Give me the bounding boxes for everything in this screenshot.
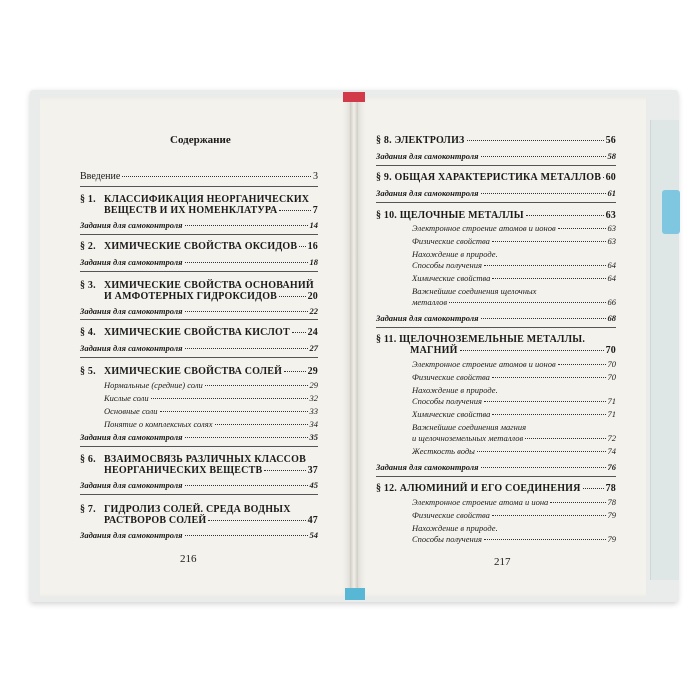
entry-page: 27	[309, 343, 318, 353]
toc-entry-tasks2[interactable]	[80, 257, 318, 268]
entry-title: Электронное строение атомов и ионов	[412, 359, 556, 369]
divider	[376, 327, 616, 328]
divider	[80, 271, 318, 272]
toc-entry-s12[interactable]	[376, 483, 616, 494]
entry-page: 64	[607, 260, 616, 270]
entry-title: Задания для самоконтроля	[80, 306, 183, 316]
section-title[interactable]: ВЗАИМОСВЯЗЬ РАЗЛИЧНЫХ КЛАССОВ	[104, 454, 306, 465]
entry-page: 63	[607, 236, 616, 246]
entry-title: Нормальные (средние) соли	[104, 380, 203, 390]
section-title[interactable]: § 11. ЩЕЛОЧНОЗЕМЕЛЬНЫЕ МЕТАЛЛЫ.	[376, 334, 586, 345]
page-number-left: 216	[180, 553, 197, 565]
entry-page: 14	[309, 220, 318, 230]
entry-page: 76	[607, 462, 616, 472]
toc-subentry[interactable]	[104, 380, 318, 391]
entry-title: Задания для самоконтроля	[376, 151, 479, 161]
entry-page: 78	[607, 497, 616, 507]
entry-title: Задания для самоконтроля	[376, 462, 479, 472]
entry-title: и щелочноземельных металлов	[412, 433, 524, 443]
entry-page: 64	[607, 273, 616, 283]
entry-page: 72	[607, 433, 616, 443]
toc-entry-tasks8[interactable]	[376, 151, 616, 162]
toc-entry-s10[interactable]	[376, 210, 616, 221]
entry-title: Задания для самоконтроля	[376, 313, 479, 323]
entry-page: 3	[313, 171, 318, 182]
entry-title: Жесткость воды	[412, 446, 475, 456]
entry-title: Задания для самоконтроля	[80, 480, 183, 490]
entry-title: Электронное строение атомов и ионов	[412, 223, 556, 233]
entry-title: Способы получения	[412, 534, 482, 544]
section-number: § 7.	[80, 504, 96, 515]
toc-subentry[interactable]	[412, 433, 616, 444]
toc-entry-s9[interactable]	[376, 172, 616, 183]
entry-title: Основные соли	[104, 406, 158, 416]
entry-title: ХИМИЧЕСКИЕ СВОЙСТВА КИСЛОТ	[104, 327, 290, 338]
entry-page: 16	[307, 241, 318, 252]
toc-subentry[interactable]	[412, 359, 616, 370]
entry-page: 37	[307, 465, 318, 476]
entry-page: 32	[309, 393, 318, 403]
toc-subentry-line[interactable]: Нахождение в природе.	[412, 249, 498, 259]
entry-page: 71	[607, 409, 616, 419]
entry-title: ВЕЩЕСТВ И ИХ НОМЕНКЛАТУРА	[104, 205, 278, 216]
entry-page: 74	[607, 446, 616, 456]
toc-entry-tasks11[interactable]	[376, 462, 616, 473]
entry-title: Задания для самоконтроля	[80, 220, 183, 230]
entry-page: 68	[607, 313, 616, 323]
section-title[interactable]: КЛАССИФИКАЦИЯ НЕОРГАНИЧЕСКИХ	[104, 194, 310, 205]
divider	[80, 494, 318, 495]
section-number: § 5.	[80, 366, 96, 377]
divider	[376, 202, 616, 203]
entry-title: § 8. ЭЛЕКТРОЛИЗ	[376, 135, 465, 146]
toc-entry-s11[interactable]	[410, 345, 616, 356]
toc-subentry[interactable]	[104, 419, 318, 430]
entry-title: Электронное строение атома и иона	[412, 497, 549, 507]
entry-title: Физические свойства	[412, 372, 490, 382]
entry-page: 22	[309, 306, 318, 316]
toc-subentry-line[interactable]: Важнейшие соединения магния	[412, 422, 527, 432]
entry-title: § 10. ЩЕЛОЧНЫЕ МЕТАЛЛЫ	[376, 210, 524, 221]
entry-page: 79	[607, 510, 616, 520]
toc-entry-tasks3[interactable]	[80, 306, 318, 317]
entry-title: ХИМИЧЕСКИЕ СВОЙСТВА ОКСИДОВ	[104, 241, 298, 252]
entry-title: § 12. АЛЮМИНИЙ И ЕГО СОЕДИНЕНИЯ	[376, 483, 581, 494]
entry-title: § 9. ОБЩАЯ ХАРАКТЕРИСТИКА МЕТАЛЛОВ	[376, 172, 602, 183]
bookmark-tab	[345, 588, 365, 600]
toc-subentry-line[interactable]: Нахождение в природе.	[412, 385, 498, 395]
toc-subentry[interactable]	[412, 372, 616, 383]
divider	[376, 165, 616, 166]
divider	[80, 357, 318, 358]
entry-title: Химические свойства	[412, 273, 491, 283]
entry-page: 20	[307, 291, 318, 302]
section-title[interactable]: ХИМИЧЕСКИЕ СВОЙСТВА ОСНОВАНИЙ	[104, 280, 314, 291]
contents-title: Содержание	[170, 134, 231, 146]
entry-page: 63	[605, 210, 616, 221]
page-number-right: 217	[494, 556, 511, 568]
entry-page: 29	[309, 380, 318, 390]
toc-entry-tasks6[interactable]	[80, 480, 318, 491]
entry-title: Задания для самоконтроля	[80, 432, 183, 442]
cover-edge	[650, 120, 679, 580]
entry-page: 60	[605, 172, 616, 183]
entry-page: 71	[607, 396, 616, 406]
entry-page: 56	[605, 135, 616, 146]
toc-entry-s5[interactable]	[80, 366, 318, 377]
entry-page: 79	[607, 534, 616, 544]
entry-title: Физические свойства	[412, 236, 490, 246]
bookmark-ribbon	[343, 92, 365, 102]
entry-title: РАСТВОРОВ СОЛЕЙ	[104, 515, 207, 526]
entry-page: 45	[309, 480, 318, 490]
toc-entry-tasks5[interactable]	[80, 432, 318, 443]
toc-entry-tasks1[interactable]	[80, 220, 318, 231]
entry-page: 35	[309, 432, 318, 442]
toc-subentry-line[interactable]: Нахождение в природе.	[412, 523, 498, 533]
entry-title: металлов	[412, 297, 448, 307]
entry-title: НЕОРГАНИЧЕСКИХ ВЕЩЕСТВ	[104, 465, 263, 476]
toc-subentry[interactable]	[412, 396, 616, 407]
section-number: § 3.	[80, 280, 96, 291]
entry-title: Химические свойства	[412, 409, 491, 419]
section-title[interactable]: ГИДРОЛИЗ СОЛЕЙ. СРЕДА ВОДНЫХ	[104, 504, 291, 515]
divider	[80, 186, 318, 187]
entry-title: Понятие о комплексных солях	[104, 419, 213, 429]
toc-subentry[interactable]	[104, 406, 318, 417]
toc-subentry[interactable]	[412, 510, 616, 521]
toc-entry-s1[interactable]	[104, 205, 318, 216]
entry-title: Задания для самоконтроля	[80, 530, 183, 540]
entry-page: 70	[607, 359, 616, 369]
toc-entry-tasks7[interactable]	[80, 530, 318, 541]
entry-page: 34	[309, 419, 318, 429]
divider	[376, 476, 616, 477]
toc-entry-s2[interactable]	[80, 241, 318, 252]
toc-subentry[interactable]	[412, 297, 616, 308]
toc-entry-intro[interactable]	[80, 171, 318, 182]
entry-page: 24	[307, 327, 318, 338]
toc-subentry-line[interactable]: Важнейшие соединения щелочных	[412, 286, 537, 296]
toc-subentry[interactable]	[412, 409, 616, 420]
section-number: § 6.	[80, 454, 96, 465]
toc-entry-s7[interactable]	[104, 515, 318, 526]
entry-page: 47	[307, 515, 318, 526]
entry-title: Задания для самоконтроля	[80, 257, 183, 267]
entry-title: Физические свойства	[412, 510, 490, 520]
toc-entry-tasks10[interactable]	[376, 313, 616, 324]
toc-entry-tasks9[interactable]	[376, 188, 616, 199]
section-number: § 4.	[80, 327, 96, 338]
divider	[80, 319, 318, 320]
entry-title: Кислые соли	[104, 393, 149, 403]
entry-page: 63	[607, 223, 616, 233]
entry-title: Способы получения	[412, 396, 482, 406]
cover-accent-mark	[662, 190, 680, 234]
entry-page: 18	[309, 257, 318, 267]
toc-subentry[interactable]	[412, 273, 616, 284]
section-number: § 2.	[80, 241, 96, 252]
entry-title: ХИМИЧЕСКИЕ СВОЙСТВА СОЛЕЙ	[104, 366, 283, 377]
toc-entry-tasks4[interactable]	[80, 343, 318, 354]
entry-page: 70	[607, 372, 616, 382]
toc-subentry[interactable]	[412, 260, 616, 271]
entry-title: Задания для самоконтроля	[80, 343, 183, 353]
section-number: § 1.	[80, 194, 96, 205]
entry-page: 78	[605, 483, 616, 494]
toc-entry-s4[interactable]	[80, 327, 318, 338]
entry-page: 7	[312, 205, 318, 216]
entry-page: 66	[607, 297, 616, 307]
divider	[80, 446, 318, 447]
entry-page: 29	[307, 366, 318, 377]
toc-subentry[interactable]	[412, 446, 616, 457]
entry-title: Введение	[80, 171, 121, 182]
entry-page: 70	[605, 345, 616, 356]
toc-subentry[interactable]	[412, 236, 616, 247]
toc-subentry[interactable]	[412, 534, 616, 545]
entry-page: 33	[309, 406, 318, 416]
entry-page: 54	[309, 530, 318, 540]
book-gutter	[350, 97, 358, 597]
entry-title: Задания для самоконтроля	[376, 188, 479, 198]
entry-page: 61	[607, 188, 616, 198]
toc-entry-s8[interactable]	[376, 135, 616, 146]
toc-entry-s6[interactable]	[104, 465, 318, 476]
entry-title: И АМФОТЕРНЫХ ГИДРОКСИДОВ	[104, 291, 278, 302]
toc-subentry[interactable]	[104, 393, 318, 404]
entry-title: МАГНИЙ	[410, 345, 458, 356]
toc-entry-s3[interactable]	[104, 291, 318, 302]
divider	[80, 234, 318, 235]
toc-subentry[interactable]	[412, 223, 616, 234]
toc-subentry[interactable]	[412, 497, 616, 508]
entry-page: 58	[607, 151, 616, 161]
entry-title: Способы получения	[412, 260, 482, 270]
